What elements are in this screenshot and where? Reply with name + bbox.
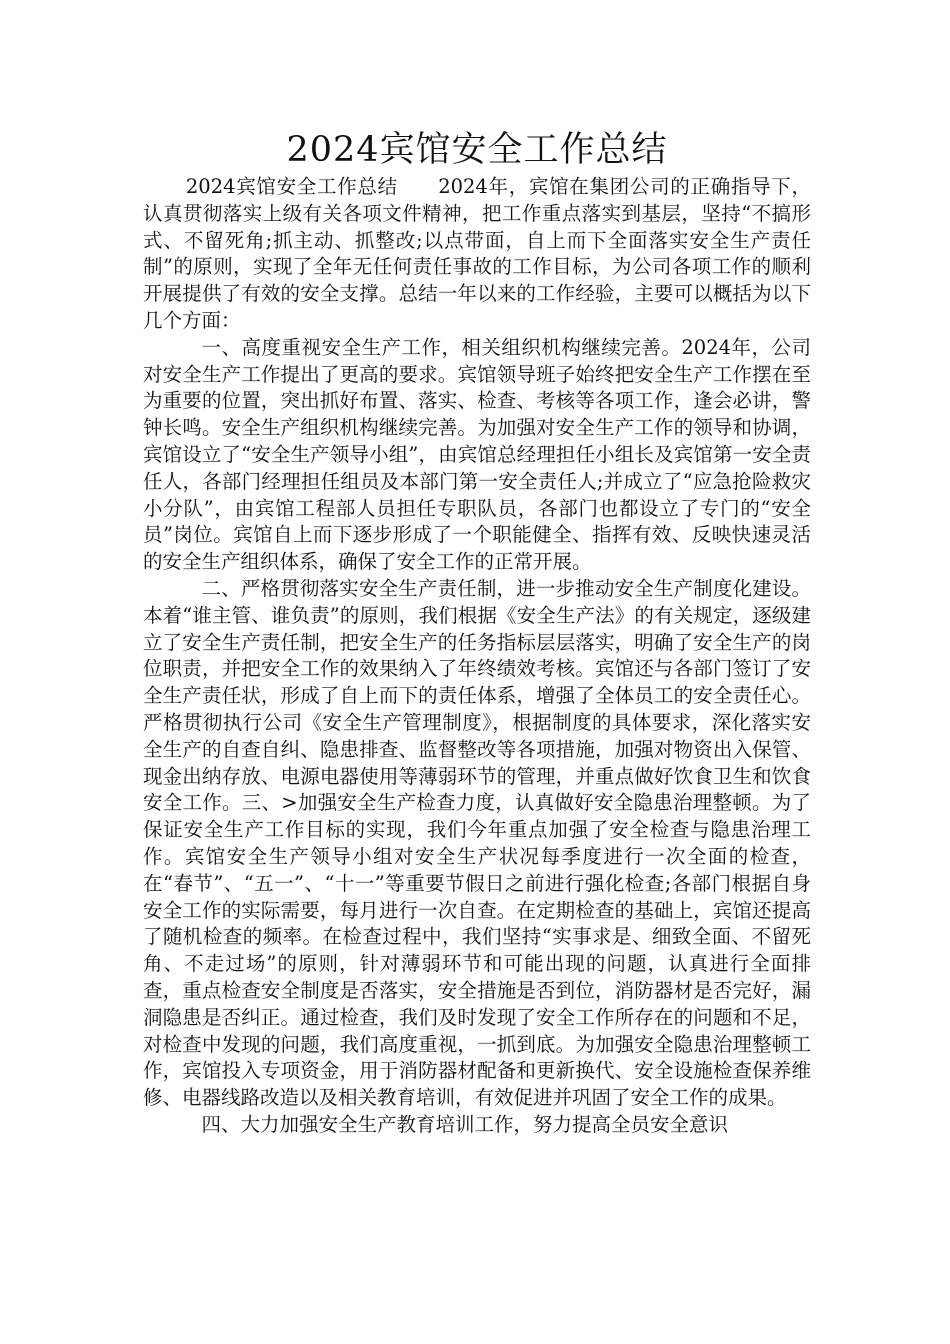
- section-four-paragraph: 四、大力加强安全生产教育培训工作，努力提高全员安全意识: [201, 1112, 729, 1136]
- intro-paragraph: 2024宾馆安全工作总结 2024年，宾馆在集团公司的正确指导下，认真贯彻落实上级有关各项文件精神，把工作重点落实到基层，坚持“不搞形式、不留死角;抓主动、抓整改;以点带面，自上而下全面落实安全生产责任制”的原则，实现了全年无任何责任事故的工作目标，为公司各项工作的顺利开展提供了有效的安全支撑。总结一年以来的工作经验，主要可以概括为以下几个方面：: [143, 175, 811, 332]
- section-one-paragraph: 一、高度重视安全生产工作，相关组织机构继续完善。2024年，公司对安全生产工作提出了更高的要求。宾馆领导班子始终把安全生产工作摆在至为重要的位置，突出抓好布置、落实、检查、考核等各项工作，逢会必讲，警钟长鸣。安全生产组织机构继续完善。为加强对安全生产工作的领导和协调，宾馆设立了“安全生产领导小组”，由宾馆总经理担任小组长及宾馆第一安全责任人，各部门经理担任组员及本部门第一安全责任人;并成立了“应急抢险救灾小分队”，由宾馆工程部人员担任专职队员，各部门也都设立了专门的“安全员”岗位。宾馆自上而下逐步形成了一个职能健全、指挥有效、反映快速灵活的安全生产组织体系，确保了安全工作的正常开展。: [143, 335, 811, 574]
- document-page: [143, 128, 811, 1139]
- section-two-paragraph: 二、严格贯彻落实安全生产责任制，进一步推动安全生产制度化建设。本着“谁主管、谁负责”的原则，我们根据《安全生产法》的有关规定，逐级建立了安全生产责任制，把安全生产的任务指标层层落实，明确了安全生产的岗位职责，并把安全工作的效果纳入了年终绩效考核。宾馆还与各部门签订了安全生产责任状，形成了自上而下的责任体系，增强了全体员工的安全责任心。严格贯彻执行公司《安全生产管理制度》，根据制度的具体要求，深化落实安全生产的自查自纠、隐患排查、监督整改等各项措施，加强对物资出入保管、现金出纳存放、电源电器使用等薄弱环节的管理，并重点做好饮食卫生和饮食安全工作。三、>加强安全生产检查力度，认真做好安全隐患治理整顿。为了保证安全生产工作目标的实现，我们今年重点加强了安全检查与隐患治理工作。宾馆安全生产领导小组对安全生产状况每季度进行一次全面的检查，在“春节”、“五一”、“十一”等重要节假日之前进行强化检查;各部门根据自身安全工作的实际需要，每月进行一次自查。在定期检查的基础上，宾馆还提高了随机检查的频率。在检查过程中，我们坚持“实事求是、细致全面、不留死角、不走过场”的原则，针对薄弱环节和可能出现的问题，认真进行全面排查，重点检查安全制度是否落实，安全措施是否到位，消防器材是否完好，漏洞隐患是否纠正。通过检查，我们及时发现了安全工作所存在的问题和不足，对检查中发现的问题，我们高度重视，一抓到底。为加强安全隐患治理整顿工作，宾馆投入专项资金，用于消防器材配备和更新换代、安全设施检查保养维修、电器线路改造以及相关教育培训，有效促进并巩固了安全工作的成果。: [143, 576, 811, 1110]
- document-title: 2024宾馆安全工作总结: [286, 130, 668, 170]
